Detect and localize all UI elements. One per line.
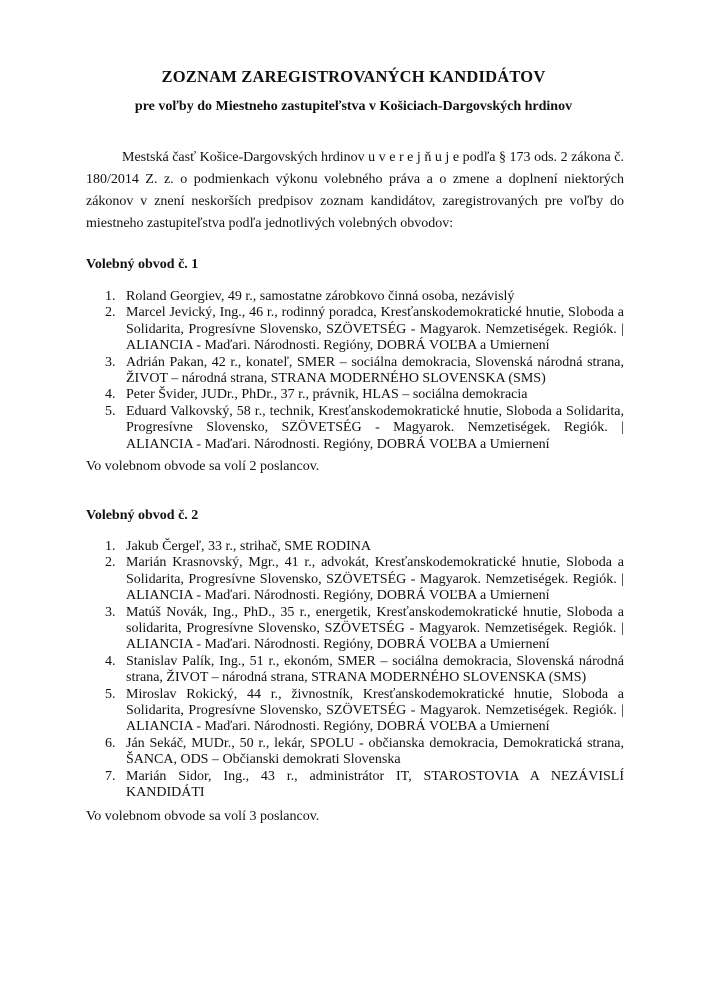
candidate-number: 2. (105, 305, 116, 321)
candidate-item (86, 769, 624, 802)
candidate-item (86, 555, 624, 604)
candidate-text: Jakub Čergeľ, 33 r., strihač, SME RODINA (126, 539, 371, 554)
district-1-heading: Volebný obvod č. 1 (86, 257, 199, 272)
candidate-number: 4. (105, 653, 116, 669)
candidate-item (86, 605, 624, 654)
candidate-item (86, 404, 624, 453)
candidate-text: Eduard Valkovský, 58 r., technik, Kresťanskodemokratické hnutie, Sloboda a Solidarita, Progresívne Slovensko, SZÖVETSÉG - Magyarok. Nemzetiségek. Regiók. | ALIANCIA - Maďari. Národnosti. Regióny, DOBRÁ VOĽBA a Umiernení (126, 403, 624, 452)
candidate-text: Matúš Novák, Ing., PhD., 35 r., energetik, Kresťanskodemokratické hnutie, Sloboda a solidarita, Progresívne Slovensko, SZÖVETSÉG - Magyarok. Nemzetiségek. Regiók. | ALIANCIA - Maďari. Národnosti. Regióny, DOBRÁ VOĽBA a Umiernení (126, 604, 624, 653)
candidate-text: Peter Švider, JUDr., PhDr., 37 r., právnik, HLAS – sociálna demokracia (126, 387, 528, 403)
candidate-text: Miroslav Rokický, 44 r., živnostník, Kresťanskodemokratické hnutie, Sloboda a Solidarita, Progresívne Slovensko, SZÖVETSÉG - Magyarok. Nemzetiségek. Regiók. | ALIANCIA - Maďari. Národnosti. Regióny, DOBRÁ VOĽBA a Umiernení (126, 686, 624, 735)
candidate-item (86, 387, 624, 403)
district-2-candidate-list (86, 539, 624, 802)
candidate-number: 3. (105, 354, 116, 370)
district-1-candidate-list (86, 289, 624, 453)
candidate-item (86, 539, 624, 555)
document-title: ZOZNAM ZAREGISTROVANÝCH KANDIDÁTOV (161, 67, 546, 86)
candidate-item (86, 687, 624, 736)
candidate-item (86, 355, 624, 388)
candidate-number: 5. (105, 686, 116, 702)
intro-paragraph: Mestská časť Košice-Dargovských hrdinov u v e r e j ň u j e podľa § 173 ods. 2 zákona č. 180/2014 Z. z. o podmienkach výkonu volebného práva a o zmene a doplnení niektorých zákonov v znení neskorších predpisov zoznam kandidátov, zaregistrovaných pre voľby do miestneho zastupiteľstva podľa jednotlivých volebných obvodov: (86, 150, 624, 231)
candidate-text: Roland Georgiev, 49 r., samostatne zárobkovo činná osoba, nezávislý (126, 289, 515, 304)
document-subtitle: pre voľby do Miestneho zastupiteľstva v Košiciach-Dargovských hrdinov (134, 99, 573, 114)
candidate-text: Ján Sekáč, MUDr., 50 r., lekár, SPOLU - občianska demokracia, Demokratická strana, ŠANCA, ODS – Občianski demokrati Slovenska (126, 735, 624, 768)
candidate-item (86, 289, 624, 305)
district-2-heading: Volebný obvod č. 2 (86, 508, 199, 523)
candidate-number: 4. (105, 387, 116, 403)
candidate-text: Stanislav Palík, Ing., 51 r., ekonóm, SMER – sociálna demokracia, Slovenská národná strana, ŽIVOT – národná strana, STRANA MODERNÉHO SLOVENSKA (SMS) (126, 653, 624, 686)
candidate-number: 1. (105, 539, 116, 554)
candidate-number: 7. (105, 768, 116, 784)
district-2-seats-note: Vo volebnom obvode sa volí 3 poslancov. (86, 809, 320, 824)
candidate-number: 1. (105, 289, 116, 304)
candidate-number: 6. (105, 735, 116, 751)
candidate-item (86, 654, 624, 687)
candidate-item (86, 736, 624, 769)
candidate-text: Marián Sidor, Ing., 43 r., administrátor IT, STAROSTOVIA A NEZÁVISLÍ KANDIDÁTI (126, 768, 624, 801)
candidate-number: 5. (105, 403, 116, 419)
candidate-text: Adrián Pakan, 42 r., konateľ, SMER – sociálna demokracia, Slovenská národná strana, ŽIVOT – národná strana, STRANA MODERNÉHO SLOVENSKA (SMS) (126, 354, 624, 387)
district-1-seats-note: Vo volebnom obvode sa volí 2 poslancov. (86, 459, 320, 474)
candidate-number: 3. (105, 604, 116, 620)
candidate-text: Marcel Jevický, Ing., 46 r., rodinný poradca, Kresťanskodemokratické hnutie, Sloboda a Solidarita, Progresívne Slovensko, SZÖVETSÉG - Magyarok. Nemzetiségek. Regiók. | ALIANCIA - Maďari. Národnosti. Regióny, DOBRÁ VOĽBA a Umiernení (126, 305, 624, 354)
candidate-item (86, 305, 624, 354)
candidate-text: Marián Krasnovský, Mgr., 41 r., advokát, Kresťanskodemokratické hnutie, Sloboda a Solidarita, Progresívne Slovensko, SZÖVETSÉG - Magyarok. Nemzetiségek. Regiók. | ALIANCIA - Maďari. Národnosti. Regióny, DOBRÁ VOĽBA a Umiernení (126, 555, 624, 604)
candidate-number: 2. (105, 555, 116, 571)
